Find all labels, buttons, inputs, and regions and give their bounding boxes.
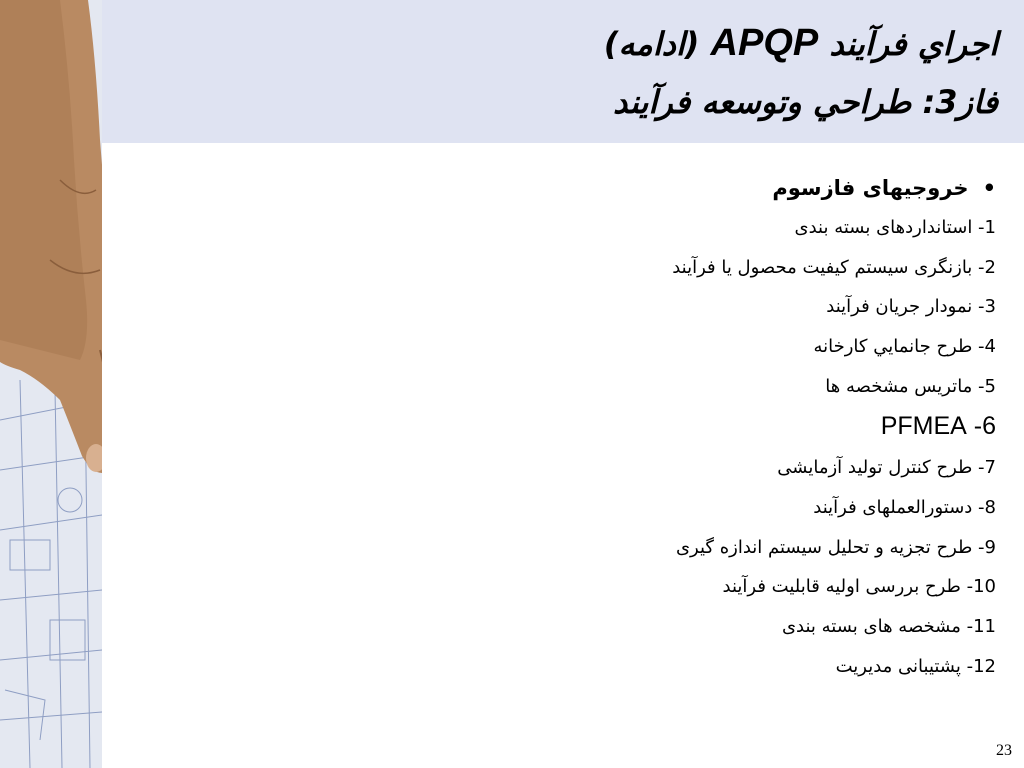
- list-item: 12- پشتیبانی مدیریت: [835, 655, 996, 677]
- list-item: 9- طرح تجزیه و تحلیل سیستم اندازه گیری: [675, 536, 996, 558]
- title-acronym: APQP: [710, 22, 819, 64]
- list-item: 8- دستورالعملهای فرآیند: [813, 496, 996, 518]
- decorative-photo-hand-blueprint: [0, 0, 102, 768]
- list-item: 10- طرح بررسی اولیه قابلیت فرآیند: [722, 576, 996, 598]
- bullet-heading: [296, 168, 996, 208]
- title-line-2: فاز3: طراحي وتوسعه فرآيند: [613, 83, 998, 121]
- bullet-heading-text: خروجیهای فازسوم: [772, 176, 969, 200]
- list-item: 5- ماتریس مشخصه ها: [825, 375, 996, 397]
- hand-blueprint-illustration: [0, 0, 102, 768]
- title-prefix: اجراي فرآيند: [818, 25, 998, 63]
- list-item: [296, 407, 996, 449]
- title-suffix: (ادامه): [603, 25, 711, 63]
- bullet-icon: •: [982, 176, 996, 200]
- slide-body: [296, 168, 996, 686]
- page-number: 23: [996, 742, 1012, 759]
- title-line-1: [138, 14, 998, 73]
- list-item-pfmea: 6- PFMEA: [880, 411, 996, 440]
- list-item: 2- بازنگری سیستم کیفیت محصول یا فرآیند: [672, 256, 996, 278]
- list-item: 3- نمودار جریان فرآیند: [826, 296, 996, 318]
- list-item: 7- طرح کنترل تولید آزمایشی: [777, 457, 996, 479]
- list-item: 1- استانداردهای بسته بندی: [794, 217, 996, 238]
- list-item: 4- طرح جانمايي كارخانه: [813, 336, 996, 358]
- slide-title: [138, 14, 998, 131]
- list-item: 11- مشخصه های بسته بندی: [781, 616, 996, 638]
